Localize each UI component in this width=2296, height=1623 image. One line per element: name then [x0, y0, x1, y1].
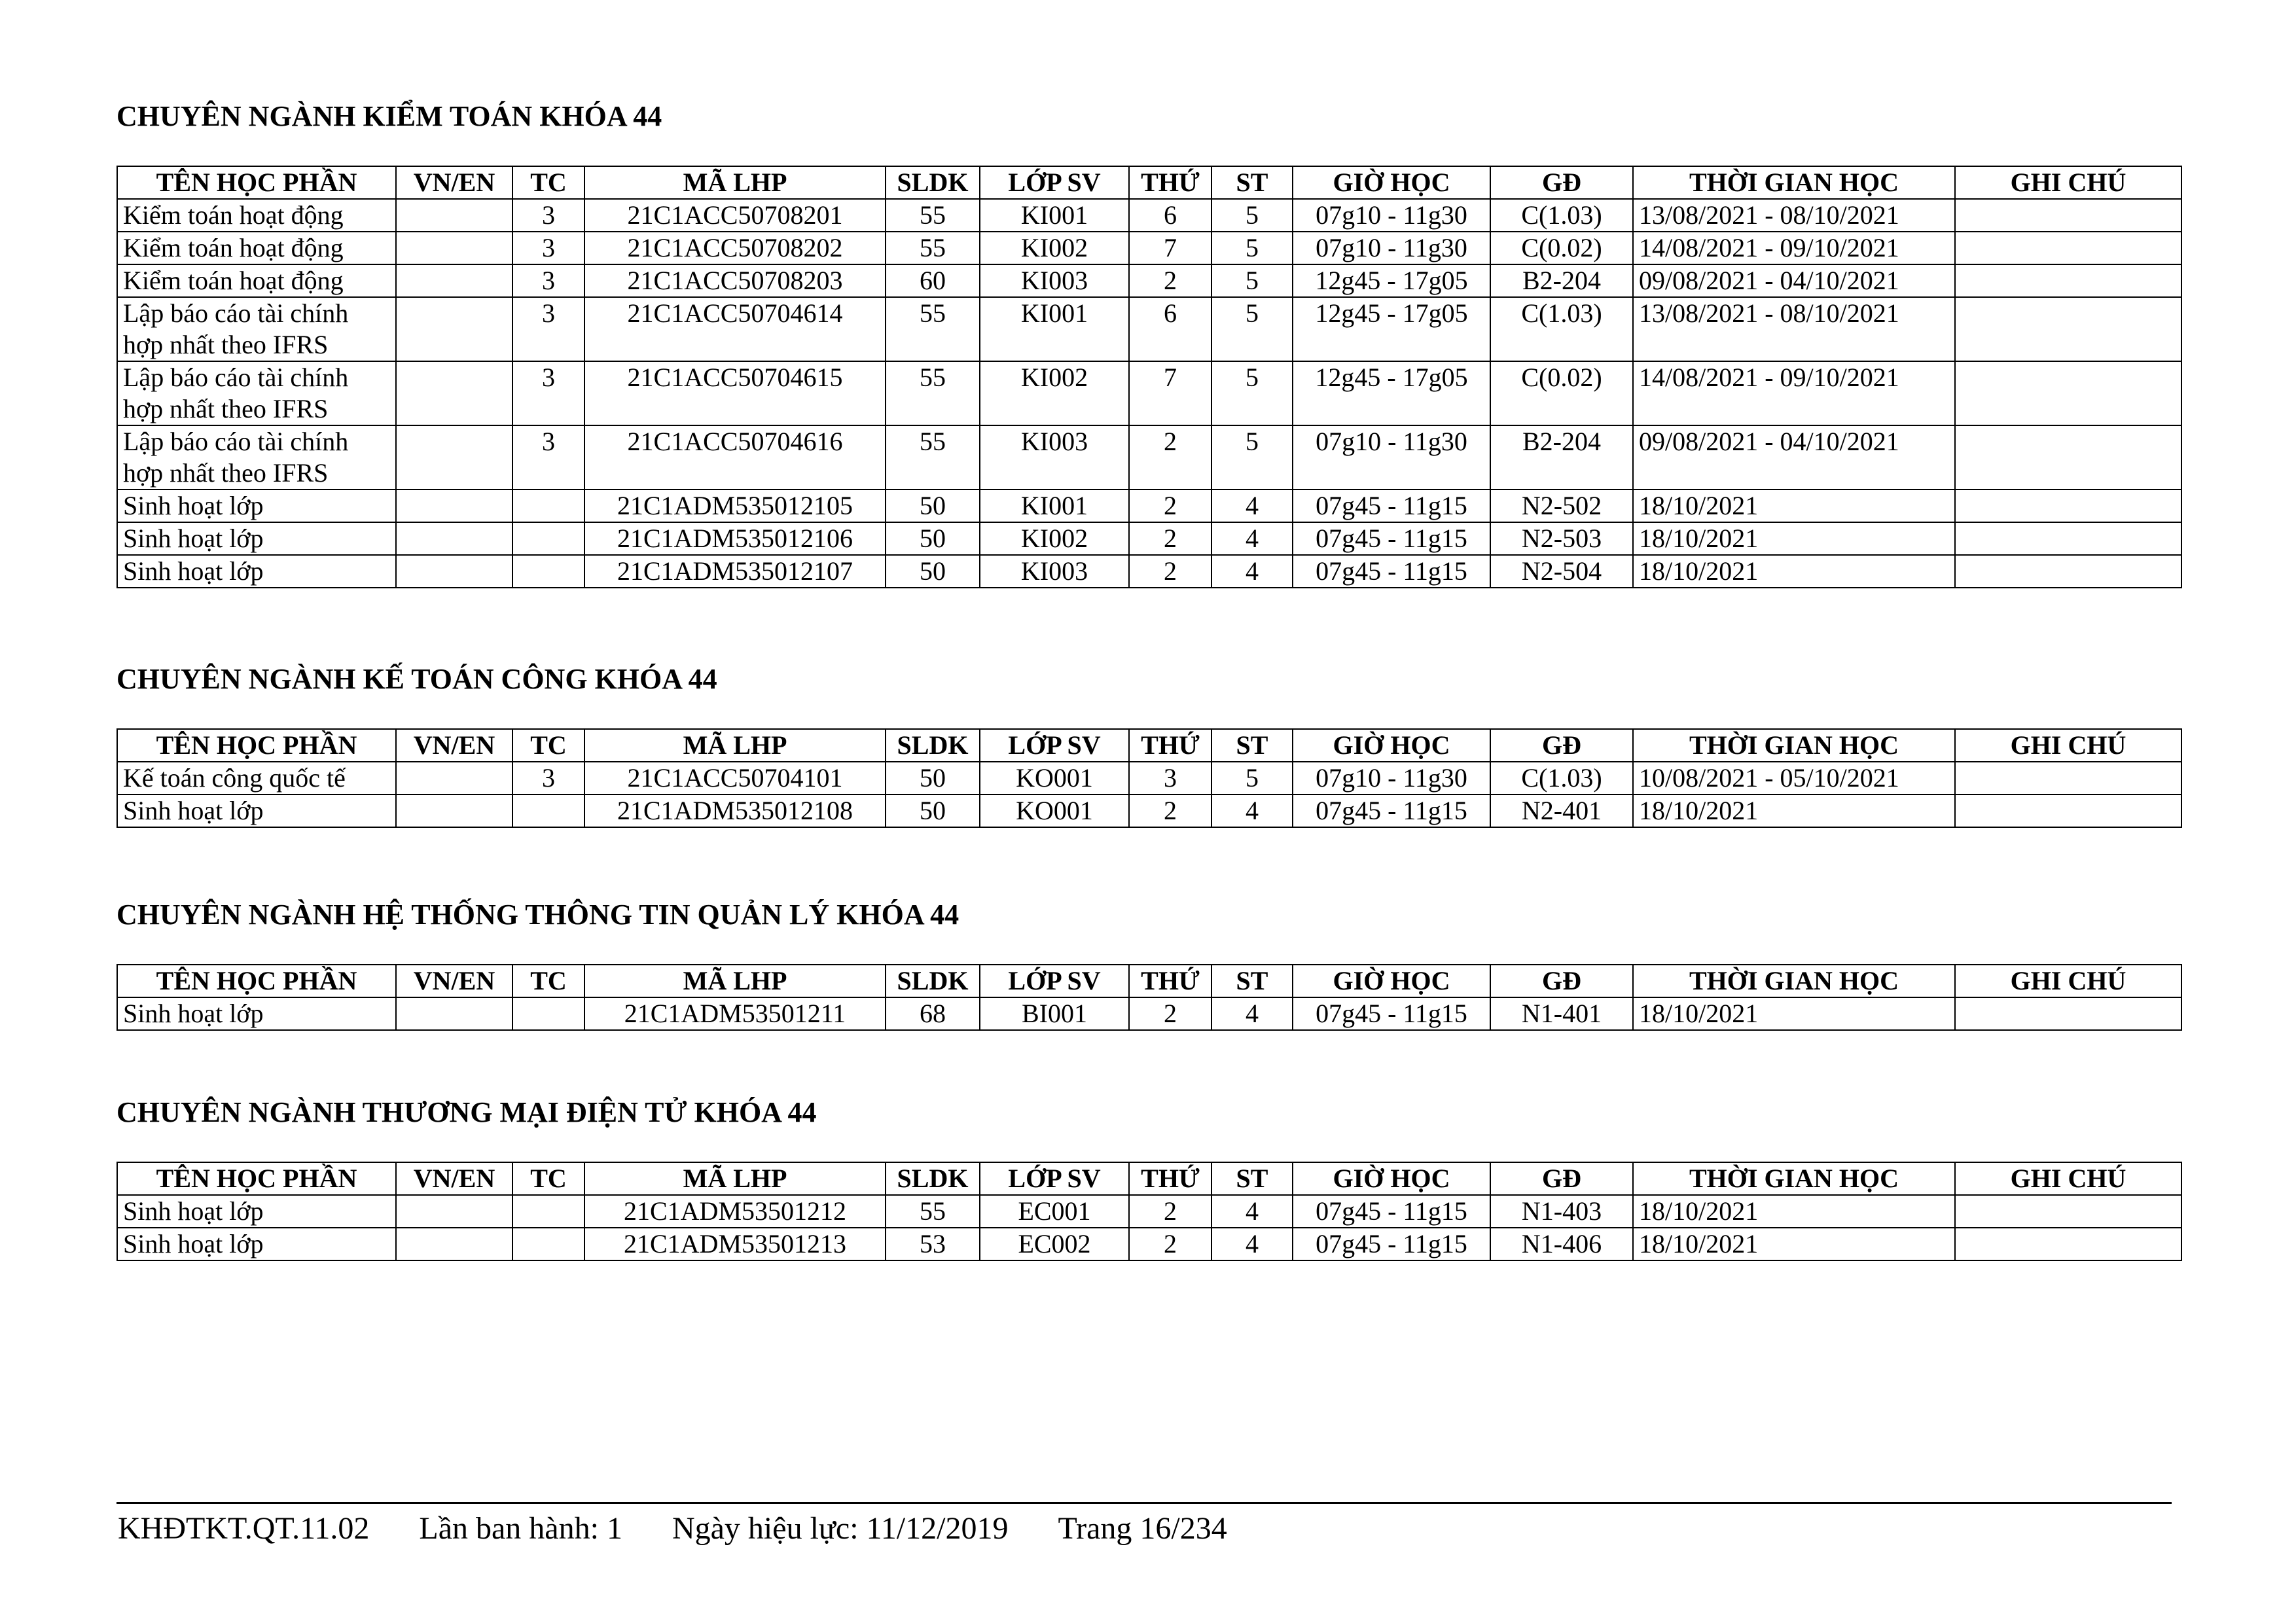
column-header: VN/EN	[396, 166, 512, 199]
section-kiem-toan	[117, 98, 2181, 586]
cell-period: 10/08/2021 - 05/10/2021	[1633, 762, 1955, 794]
column-header: GĐ	[1490, 166, 1633, 199]
cell-time: 07g10 - 11g30	[1293, 232, 1490, 264]
cell-day: 3	[1129, 762, 1211, 794]
cell-room: N1-401	[1490, 997, 1633, 1030]
cell-day: 7	[1129, 361, 1211, 425]
column-header: GIỜ HỌC	[1293, 166, 1490, 199]
column-header: ST	[1211, 965, 1293, 997]
cell-note	[1955, 1195, 2181, 1228]
column-header: GHI CHÚ	[1955, 965, 2181, 997]
cell-note	[1955, 297, 2181, 361]
column-header: THỨ	[1129, 729, 1211, 762]
table-row	[117, 1228, 2181, 1260]
cell-note	[1955, 997, 2181, 1030]
table-row	[117, 522, 2181, 555]
table-row	[117, 297, 2181, 361]
cell-class: KI001	[980, 490, 1129, 522]
cell-time: 07g45 - 11g15	[1293, 490, 1490, 522]
cell-code: 21C1ACC50708203	[584, 264, 886, 297]
cell-time: 07g45 - 11g15	[1293, 1195, 1490, 1228]
cell-note	[1955, 425, 2181, 490]
cell-day: 2	[1129, 555, 1211, 588]
column-header: THỨ	[1129, 1162, 1211, 1195]
cell-sldk: 50	[886, 522, 980, 555]
table-header-row	[117, 965, 2181, 997]
column-header: GHI CHÚ	[1955, 166, 2181, 199]
cell-code: 21C1ADM535012108	[584, 794, 886, 827]
table-row	[117, 794, 2181, 827]
cell-lang	[396, 522, 512, 555]
cell-room: N2-504	[1490, 555, 1633, 588]
column-header: THỜI GIAN HỌC	[1633, 965, 1955, 997]
cell-lang	[396, 555, 512, 588]
doc-code: KHĐTKT.QT.11.02	[118, 1511, 370, 1546]
table-header-row	[117, 166, 2181, 199]
cell-tc	[512, 555, 584, 588]
cell-name: Lập báo cáo tài chính hợp nhất theo IFRS	[117, 297, 396, 361]
cell-note	[1955, 794, 2181, 827]
cell-name: Lập báo cáo tài chính hợp nhất theo IFRS	[117, 361, 396, 425]
cell-class: KI002	[980, 361, 1129, 425]
column-header: TC	[512, 965, 584, 997]
cell-room: N1-403	[1490, 1195, 1633, 1228]
cell-sldk: 55	[886, 361, 980, 425]
cell-note	[1955, 555, 2181, 588]
cell-lang	[396, 199, 512, 232]
cell-class: EC002	[980, 1228, 1129, 1260]
cell-period: 18/10/2021	[1633, 555, 1955, 588]
column-header: SLDK	[886, 729, 980, 762]
table-row	[117, 264, 2181, 297]
cell-class: KI003	[980, 555, 1129, 588]
cell-day: 2	[1129, 1195, 1211, 1228]
cell-st: 4	[1211, 522, 1293, 555]
cell-tc	[512, 794, 584, 827]
column-header: ST	[1211, 1162, 1293, 1195]
cell-room: C(1.03)	[1490, 297, 1633, 361]
cell-st: 4	[1211, 794, 1293, 827]
cell-st: 5	[1211, 425, 1293, 490]
cell-name: Sinh hoạt lớp	[117, 522, 396, 555]
column-header: GIỜ HỌC	[1293, 965, 1490, 997]
cell-day: 2	[1129, 264, 1211, 297]
section-thuong-mai-dien-tu	[117, 1094, 2181, 1258]
cell-st: 4	[1211, 997, 1293, 1030]
cell-period: 09/08/2021 - 04/10/2021	[1633, 425, 1955, 490]
cell-time: 12g45 - 17g05	[1293, 264, 1490, 297]
column-header: TC	[512, 1162, 584, 1195]
cell-code: 21C1ADM535012106	[584, 522, 886, 555]
table-row	[117, 997, 2181, 1030]
cell-room: C(1.03)	[1490, 199, 1633, 232]
cell-code: 21C1ADM53501213	[584, 1228, 886, 1260]
cell-time: 12g45 - 17g05	[1293, 361, 1490, 425]
column-header: SLDK	[886, 965, 980, 997]
cell-lang	[396, 232, 512, 264]
cell-lang	[396, 997, 512, 1030]
cell-st: 5	[1211, 361, 1293, 425]
cell-time: 07g10 - 11g30	[1293, 199, 1490, 232]
cell-period: 14/08/2021 - 09/10/2021	[1633, 232, 1955, 264]
cell-note	[1955, 1228, 2181, 1260]
cell-time: 07g10 - 11g30	[1293, 762, 1490, 794]
table-row	[117, 199, 2181, 232]
cell-tc	[512, 522, 584, 555]
cell-name: Sinh hoạt lớp	[117, 555, 396, 588]
cell-code: 21C1ACC50704615	[584, 361, 886, 425]
section-title: CHUYÊN NGÀNH THƯƠNG MẠI ĐIỆN TỬ KHÓA 44	[117, 1096, 817, 1128]
column-header: THỜI GIAN HỌC	[1633, 1162, 1955, 1195]
cell-lang	[396, 1195, 512, 1228]
cell-room: N2-502	[1490, 490, 1633, 522]
cell-st: 4	[1211, 490, 1293, 522]
schedule-table	[117, 166, 2182, 588]
section-title: CHUYÊN NGÀNH KIỂM TOÁN KHÓA 44	[117, 100, 662, 132]
cell-tc: 3	[512, 297, 584, 361]
column-header: VN/EN	[396, 729, 512, 762]
column-header: THỨ	[1129, 965, 1211, 997]
cell-st: 4	[1211, 1195, 1293, 1228]
cell-time: 07g45 - 11g15	[1293, 555, 1490, 588]
cell-sldk: 50	[886, 555, 980, 588]
cell-name: Sinh hoạt lớp	[117, 1228, 396, 1260]
cell-room: B2-204	[1490, 264, 1633, 297]
table-row	[117, 1195, 2181, 1228]
cell-lang	[396, 297, 512, 361]
column-header: TÊN HỌC PHẦN	[117, 729, 396, 762]
column-header: LỚP SV	[980, 166, 1129, 199]
cell-period: 18/10/2021	[1633, 1228, 1955, 1260]
table-row	[117, 762, 2181, 794]
cell-sldk: 55	[886, 1195, 980, 1228]
cell-name: Kiểm toán hoạt động	[117, 232, 396, 264]
cell-name: Kiểm toán hoạt động	[117, 264, 396, 297]
schedule-table	[117, 728, 2182, 828]
cell-code: 21C1ACC50704614	[584, 297, 886, 361]
cell-room: C(0.02)	[1490, 232, 1633, 264]
column-header: ST	[1211, 166, 1293, 199]
column-header: SLDK	[886, 1162, 980, 1195]
cell-code: 21C1ACC50708201	[584, 199, 886, 232]
cell-lang	[396, 1228, 512, 1260]
cell-sldk: 55	[886, 297, 980, 361]
cell-name: Kế toán công quốc tế	[117, 762, 396, 794]
cell-period: 18/10/2021	[1633, 997, 1955, 1030]
cell-tc	[512, 1195, 584, 1228]
cell-note	[1955, 232, 2181, 264]
column-header: TÊN HỌC PHẦN	[117, 166, 396, 199]
column-header: GHI CHÚ	[1955, 1162, 2181, 1195]
column-header: GĐ	[1490, 1162, 1633, 1195]
cell-room: N2-401	[1490, 794, 1633, 827]
column-header: GĐ	[1490, 965, 1633, 997]
schedule-table	[117, 964, 2182, 1031]
column-header: GĐ	[1490, 729, 1633, 762]
cell-room: N2-503	[1490, 522, 1633, 555]
cell-period: 09/08/2021 - 04/10/2021	[1633, 264, 1955, 297]
cell-st: 5	[1211, 232, 1293, 264]
table-row	[117, 490, 2181, 522]
cell-lang	[396, 264, 512, 297]
cell-lang	[396, 762, 512, 794]
table-row	[117, 555, 2181, 588]
cell-day: 6	[1129, 297, 1211, 361]
table-row	[117, 361, 2181, 425]
cell-sldk: 60	[886, 264, 980, 297]
cell-lang	[396, 425, 512, 490]
column-header: TC	[512, 729, 584, 762]
cell-note	[1955, 264, 2181, 297]
effective-date: Ngày hiệu lực: 11/12/2019	[672, 1511, 1009, 1546]
column-header: VN/EN	[396, 1162, 512, 1195]
cell-tc: 3	[512, 232, 584, 264]
cell-tc	[512, 490, 584, 522]
cell-sldk: 55	[886, 425, 980, 490]
cell-st: 4	[1211, 555, 1293, 588]
cell-time: 12g45 - 17g05	[1293, 297, 1490, 361]
cell-sldk: 50	[886, 794, 980, 827]
cell-tc	[512, 1228, 584, 1260]
cell-class: KI003	[980, 425, 1129, 490]
section-he-thong-thong-tin	[117, 897, 2181, 1028]
column-header: LỚP SV	[980, 1162, 1129, 1195]
page-number: Trang 16/234	[1058, 1511, 1227, 1546]
cell-period: 13/08/2021 - 08/10/2021	[1633, 297, 1955, 361]
cell-note	[1955, 522, 2181, 555]
cell-tc: 3	[512, 762, 584, 794]
cell-class: BI001	[980, 997, 1129, 1030]
cell-period: 18/10/2021	[1633, 1195, 1955, 1228]
column-header: THỜI GIAN HỌC	[1633, 729, 1955, 762]
cell-sldk: 68	[886, 997, 980, 1030]
cell-code: 21C1ADM535012107	[584, 555, 886, 588]
cell-note	[1955, 490, 2181, 522]
cell-lang	[396, 361, 512, 425]
cell-tc: 3	[512, 264, 584, 297]
column-header: MÃ LHP	[584, 1162, 886, 1195]
column-header: THỜI GIAN HỌC	[1633, 166, 1955, 199]
column-header: MÃ LHP	[584, 965, 886, 997]
column-header: LỚP SV	[980, 729, 1129, 762]
cell-name: Sinh hoạt lớp	[117, 490, 396, 522]
cell-period: 18/10/2021	[1633, 522, 1955, 555]
cell-name: Sinh hoạt lớp	[117, 1195, 396, 1228]
table-header-row	[117, 729, 2181, 762]
cell-day: 2	[1129, 522, 1211, 555]
cell-day: 7	[1129, 232, 1211, 264]
column-header: LỚP SV	[980, 965, 1129, 997]
cell-day: 6	[1129, 199, 1211, 232]
cell-time: 07g45 - 11g15	[1293, 997, 1490, 1030]
cell-class: KI001	[980, 297, 1129, 361]
cell-period: 13/08/2021 - 08/10/2021	[1633, 199, 1955, 232]
cell-code: 21C1ACC50704616	[584, 425, 886, 490]
cell-day: 2	[1129, 425, 1211, 490]
cell-sldk: 50	[886, 490, 980, 522]
cell-tc	[512, 997, 584, 1030]
table-row	[117, 425, 2181, 490]
cell-tc: 3	[512, 361, 584, 425]
section-ke-toan-cong	[117, 661, 2181, 825]
cell-tc: 3	[512, 199, 584, 232]
cell-room: N1-406	[1490, 1228, 1633, 1260]
cell-class: KO001	[980, 794, 1129, 827]
footer-divider	[117, 1502, 2172, 1504]
column-header: VN/EN	[396, 965, 512, 997]
cell-code: 21C1ACC50708202	[584, 232, 886, 264]
cell-name: Lập báo cáo tài chính hợp nhất theo IFRS	[117, 425, 396, 490]
cell-time: 07g10 - 11g30	[1293, 425, 1490, 490]
cell-day: 2	[1129, 1228, 1211, 1260]
cell-name: Sinh hoạt lớp	[117, 997, 396, 1030]
cell-period: 18/10/2021	[1633, 794, 1955, 827]
cell-day: 2	[1129, 490, 1211, 522]
cell-time: 07g45 - 11g15	[1293, 1228, 1490, 1260]
cell-class: EC001	[980, 1195, 1129, 1228]
column-header: THỨ	[1129, 166, 1211, 199]
cell-day: 2	[1129, 794, 1211, 827]
column-header: ST	[1211, 729, 1293, 762]
cell-period: 18/10/2021	[1633, 490, 1955, 522]
schedule-table	[117, 1162, 2182, 1261]
cell-st: 5	[1211, 264, 1293, 297]
cell-day: 2	[1129, 997, 1211, 1030]
cell-st: 5	[1211, 762, 1293, 794]
cell-time: 07g45 - 11g15	[1293, 522, 1490, 555]
column-header: TÊN HỌC PHẦN	[117, 965, 396, 997]
cell-sldk: 55	[886, 232, 980, 264]
cell-room: B2-204	[1490, 425, 1633, 490]
table-row	[117, 232, 2181, 264]
issue-number: Lần ban hành: 1	[419, 1511, 622, 1546]
column-header: MÃ LHP	[584, 729, 886, 762]
cell-lang	[396, 490, 512, 522]
section-title: CHUYÊN NGÀNH HỆ THỐNG THÔNG TIN QUẢN LÝ KHÓA 44	[117, 899, 960, 931]
cell-name: Sinh hoạt lớp	[117, 794, 396, 827]
section-title: CHUYÊN NGÀNH KẾ TOÁN CÔNG KHÓA 44	[117, 663, 717, 695]
column-header: MÃ LHP	[584, 166, 886, 199]
column-header: TÊN HỌC PHẦN	[117, 1162, 396, 1195]
cell-class: KO001	[980, 762, 1129, 794]
cell-class: KI002	[980, 522, 1129, 555]
column-header: TC	[512, 166, 584, 199]
column-header: GIỜ HỌC	[1293, 729, 1490, 762]
cell-st: 5	[1211, 199, 1293, 232]
cell-period: 14/08/2021 - 09/10/2021	[1633, 361, 1955, 425]
cell-note	[1955, 762, 2181, 794]
cell-code: 21C1ADM53501212	[584, 1195, 886, 1228]
cell-note	[1955, 199, 2181, 232]
cell-code: 21C1ACC50704101	[584, 762, 886, 794]
cell-code: 21C1ADM53501211	[584, 997, 886, 1030]
cell-name: Kiểm toán hoạt động	[117, 199, 396, 232]
cell-class: KI003	[980, 264, 1129, 297]
cell-class: KI002	[980, 232, 1129, 264]
cell-room: C(0.02)	[1490, 361, 1633, 425]
cell-st: 4	[1211, 1228, 1293, 1260]
cell-room: C(1.03)	[1490, 762, 1633, 794]
table-header-row	[117, 1162, 2181, 1195]
page-footer	[118, 1509, 1227, 1548]
cell-st: 5	[1211, 297, 1293, 361]
cell-sldk: 55	[886, 199, 980, 232]
cell-sldk: 50	[886, 762, 980, 794]
cell-tc: 3	[512, 425, 584, 490]
cell-note	[1955, 361, 2181, 425]
column-header: GHI CHÚ	[1955, 729, 2181, 762]
cell-class: KI001	[980, 199, 1129, 232]
cell-lang	[396, 794, 512, 827]
cell-time: 07g45 - 11g15	[1293, 794, 1490, 827]
cell-sldk: 53	[886, 1228, 980, 1260]
column-header: GIỜ HỌC	[1293, 1162, 1490, 1195]
cell-code: 21C1ADM535012105	[584, 490, 886, 522]
column-header: SLDK	[886, 166, 980, 199]
